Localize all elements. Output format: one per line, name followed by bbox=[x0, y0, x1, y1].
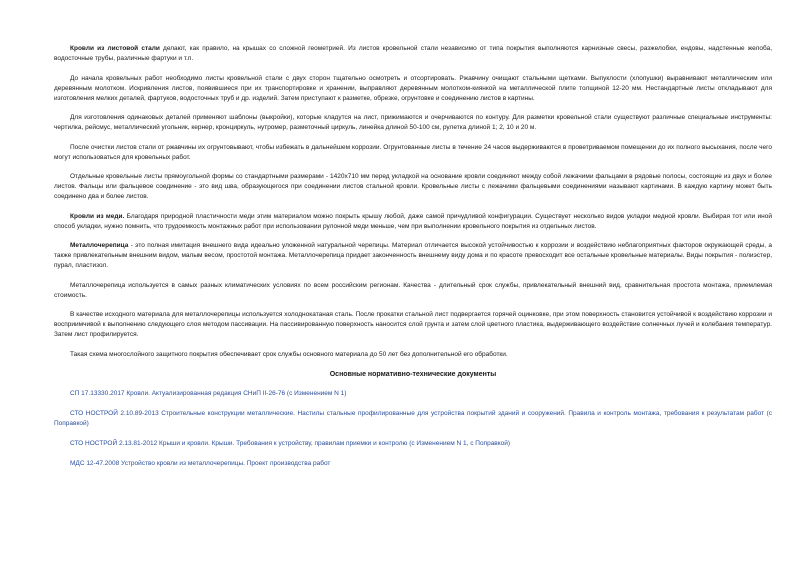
reference-link-sp[interactable]: СП 17.13330.2017 Кровли. Актуализированная редакция СНиП II-26-76 (с Изменением N 1) bbox=[70, 389, 347, 397]
paragraph-seams bbox=[54, 172, 772, 202]
paragraph-steel-roofs bbox=[54, 44, 772, 64]
paragraph-text: До начала кровельных работ необходимо листы кровельной стали с двух сторон тщательно осмотреть и отсортировать. Ржавчину очищают стальными щетками. Выпуклости (хлопушки) выравнивают металлическим или деревянным молотком. Искривления листов, появившиеся при их транспортировке и хранении, выправляют деревянным молотком-киянкой на металлической плите толщиной 12-20 мм. Нестандартные листы откладывают для изготовления мелких деталей, фартуков, водосточных труб и др. изделий. Затем приступают к разметке, обрезке, огрунтовке и соединению листов в картины. bbox=[54, 74, 772, 102]
paragraph-coating-scheme bbox=[54, 350, 772, 360]
paragraph-priming bbox=[54, 143, 772, 163]
paragraph-text: Отдельные кровельные листы прямоугольной формы со стандартными размерами - 1420х710 мм перед укладкой на основание кровли соединяют между собой лежачими фальцами в рядовые полосы, состоящие из двух и более листов. Фальцы или фальцевое соединение - это вид шва, образующегося при соединении листов стальной кровли. Кровельные листы с лежачими фальцевыми соединениями называют картинами. В каждую картину может быть соединено два и более листов. bbox=[54, 173, 772, 200]
paragraph-text: После очистки листов стали от ржавчины их огрунтовывают, чтобы избежать в дальнейшем коррозии. Огрунтованные листы в течение 24 часов выдерживаются в проветриваемом помещении до их полного высыхания, после чего могут использоваться для кровельных работ. bbox=[54, 143, 772, 161]
paragraph-sheet-preparation bbox=[54, 74, 772, 104]
document-body bbox=[54, 44, 772, 469]
paragraph-text: В качестве исходного материала для металлочерепицы используется холоднокатаная сталь. После прокатки стальной лист подвергается горячей оцинковке, при этом поверхность становится устойчивой к воздействию коррозии и восприимчивой к выполнению следующего слоя методом пассивации. На пассивированную поверхность наносится слой грунта и затем слой цветного пластика, выдерживающего воздействие солнечных лучей и колебания температур. Затем лист профилируется. bbox=[54, 311, 772, 338]
paragraph-metal-tile-usage bbox=[54, 281, 772, 301]
paragraph-text: Благодаря природной пластичности меди этим материалом можно покрыть крышу любой, даже самой причудливой конфигурации. Существует несколько видов укладки медной кровли. Выбирая тот или иной способ укладки, нужно помнить, что трудоемкость монтажных работ при использовании рулонной меди меньше, чем при выполнении кровельного покрытия из отдельных листов. bbox=[54, 212, 772, 230]
paragraph-copper-roofs bbox=[54, 212, 772, 232]
paragraph-metal-tile bbox=[54, 241, 772, 271]
term-copper-roofs: Кровли из меди. bbox=[70, 212, 125, 220]
term-metal-tile: Металлочерепица bbox=[70, 242, 129, 249]
section-heading: Основные нормативно-технические документы bbox=[329, 370, 497, 378]
paragraph-text: Такая схема многослойного защитного покрытия обеспечивает срок службы основного материала до 50 лет без дополнительной его обработки. bbox=[70, 350, 508, 358]
reference-list bbox=[54, 389, 772, 469]
term-steel-roofs: Кровли из листовой стали bbox=[70, 45, 160, 52]
paragraph-text: - это полная имитация внешнего вида идеально уложенной натуральной черепицы. Материал отличается высокой устойчивостью к коррозии и воздействию неблагоприятных факторов окружающей среды, а также привлекательным внешним видом, малым весом, простотой монтажа. Металлочерепица придает законченность внешнему виду дома и по красоте превосходит все остальные кровельные материалы. Виды покрытия - полиэстер, пурал, пластизол. bbox=[54, 242, 772, 269]
paragraph-metal-tile-material bbox=[54, 310, 772, 340]
reference-link-sto-2-10-89[interactable]: СТО НОСТРОЙ 2.10.89-2013 Строительные конструкции металлические. Настилы стальные профилированные для устройства покрытий зданий и сооружений. Правила и контроль монтажа, требования к результатам работ (с Поправкой) bbox=[54, 409, 772, 427]
reference-link-mds[interactable]: МДС 12-47.2008 Устройство кровли из металлочерепицы. Проект производства работ bbox=[70, 459, 331, 467]
reference-link-sto-2-13-81[interactable]: СТО НОСТРОЙ 2.13.81-2012 Крыши и кровли. Крыши. Требования к устройству, правилам приемки и контролю (с Изменением N 1, с Поправкой) bbox=[70, 439, 511, 447]
paragraph-text: Металлочерепица используется в самых разных климатических условиях по всем российским регионам. Качества - длительный срок службы, привлекательный внешний вид, сравнительная простота монтажа, приемлемая стоимость. bbox=[54, 281, 772, 299]
paragraph-text: делают, как правило, на крышах со сложной геометрией. Из листов кровельной стали независимо от типа покрытия выполняются карнизные свесы, разжелобки, ендовы, надстенные желоба, водосточные трубы, различные фартуки и т.п. bbox=[54, 45, 773, 62]
paragraph-text: Для изготовления одинаковых деталей применяют шаблоны (выкройки), которые кладутся на лист, прижимаются и очерчиваются по контуру. Для разметки кровельной стали существуют различные специальные инструменты: чертилка, рейсмус, металлический угольник, кернер, кронциркуль, нутромер, разметочный циркуль, линейка длиной 50-100 см, рулетка длиной 1; 2, 10 и 20 м. bbox=[54, 114, 772, 131]
paragraph-templates bbox=[54, 113, 772, 133]
